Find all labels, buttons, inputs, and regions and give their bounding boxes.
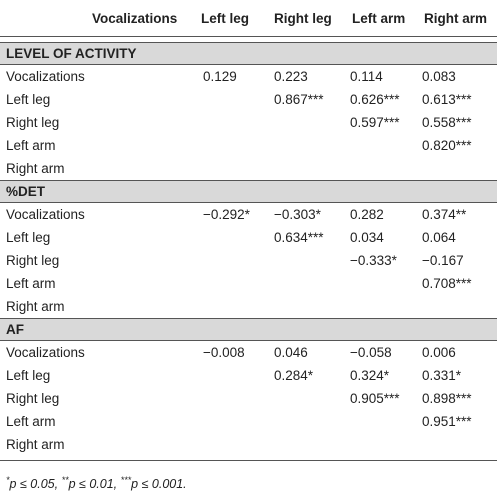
cell-left-leg: −0.008 <box>203 345 245 360</box>
row-label: Right leg <box>6 115 60 130</box>
table-row <box>0 341 497 364</box>
header-right-leg: Right leg <box>274 10 332 26</box>
cell-left-leg: −0.292* <box>203 207 250 222</box>
cell-right-arm: 0.083 <box>422 69 456 84</box>
cell-right-arm: 0.951*** <box>422 414 472 429</box>
row-label: Left arm <box>6 276 56 291</box>
table-row <box>0 433 497 456</box>
table-row <box>0 364 497 387</box>
table-row <box>0 88 497 111</box>
footnote-text-2: p ≤ 0.01, <box>68 477 121 492</box>
cell-right-arm: 0.898*** <box>422 391 472 406</box>
header-right-arm: Right arm <box>424 10 488 26</box>
cell-left-arm: 0.282 <box>350 207 384 222</box>
cell-left-arm: −0.333* <box>350 253 397 268</box>
cell-right-leg: 0.046 <box>274 345 308 360</box>
footnote-mark-1: * <box>6 475 10 485</box>
footnote-text-3: p ≤ 0.001. <box>131 477 187 492</box>
section-title: AF <box>0 318 497 341</box>
table-footnote <box>0 461 497 491</box>
cell-left-leg: 0.129 <box>203 69 237 84</box>
section-title: LEVEL OF ACTIVITY <box>0 42 497 65</box>
footnote-mark-3: *** <box>120 475 132 485</box>
table-row <box>0 226 497 249</box>
cell-right-leg: 0.223 <box>274 69 308 84</box>
cell-right-leg: 0.284* <box>274 368 314 383</box>
table-row <box>0 157 497 180</box>
header-left-leg: Left leg <box>201 10 250 26</box>
cell-right-arm: 0.064 <box>422 230 456 245</box>
table-row <box>0 272 497 295</box>
row-label: Left leg <box>6 230 51 245</box>
row-label: Left arm <box>6 414 56 429</box>
row-label: Right leg <box>6 391 60 406</box>
row-label: Left leg <box>6 92 51 107</box>
cell-left-arm: 0.597*** <box>350 115 400 130</box>
cell-right-leg: 0.867*** <box>274 92 324 107</box>
row-label: Right arm <box>6 437 65 452</box>
cell-left-arm: 0.034 <box>350 230 384 245</box>
row-label: Vocalizations <box>6 69 85 84</box>
cell-left-arm: 0.324* <box>350 368 390 383</box>
cell-right-arm: 0.708*** <box>422 276 472 291</box>
header-vocalizations: Vocalizations <box>92 10 178 26</box>
row-label: Left arm <box>6 138 56 153</box>
table-row <box>0 387 497 410</box>
cell-right-arm: −0.167 <box>422 253 464 268</box>
row-label: Right leg <box>6 253 60 268</box>
cell-right-leg: −0.303* <box>274 207 321 222</box>
table-row <box>0 65 497 88</box>
section-title: %DET <box>0 180 497 203</box>
table-row <box>0 295 497 318</box>
cell-right-arm: 0.331* <box>422 368 462 383</box>
table-row <box>0 410 497 433</box>
cell-left-arm: 0.626*** <box>350 92 400 107</box>
row-label: Right arm <box>6 299 65 314</box>
table-row <box>0 111 497 134</box>
cell-right-arm: 0.820*** <box>422 138 472 153</box>
table-row <box>0 203 497 226</box>
table-header-row <box>0 0 497 36</box>
footnote-mark-2: ** <box>61 475 69 485</box>
row-label: Vocalizations <box>6 345 85 360</box>
row-label: Left leg <box>6 368 51 383</box>
cell-left-arm: 0.905*** <box>350 391 400 406</box>
table-row <box>0 249 497 272</box>
cell-left-arm: −0.058 <box>350 345 392 360</box>
cell-right-arm: 0.613*** <box>422 92 472 107</box>
cell-right-leg: 0.634*** <box>274 230 324 245</box>
header-left-arm: Left arm <box>352 10 406 26</box>
cell-right-arm: 0.374** <box>422 207 467 222</box>
table-row <box>0 134 497 157</box>
row-label: Right arm <box>6 161 65 176</box>
row-label: Vocalizations <box>6 207 85 222</box>
cell-right-arm: 0.006 <box>422 345 456 360</box>
cell-right-arm: 0.558*** <box>422 115 472 130</box>
footnote-text-1: p ≤ 0.05, <box>9 477 62 492</box>
cell-left-arm: 0.114 <box>350 69 383 84</box>
